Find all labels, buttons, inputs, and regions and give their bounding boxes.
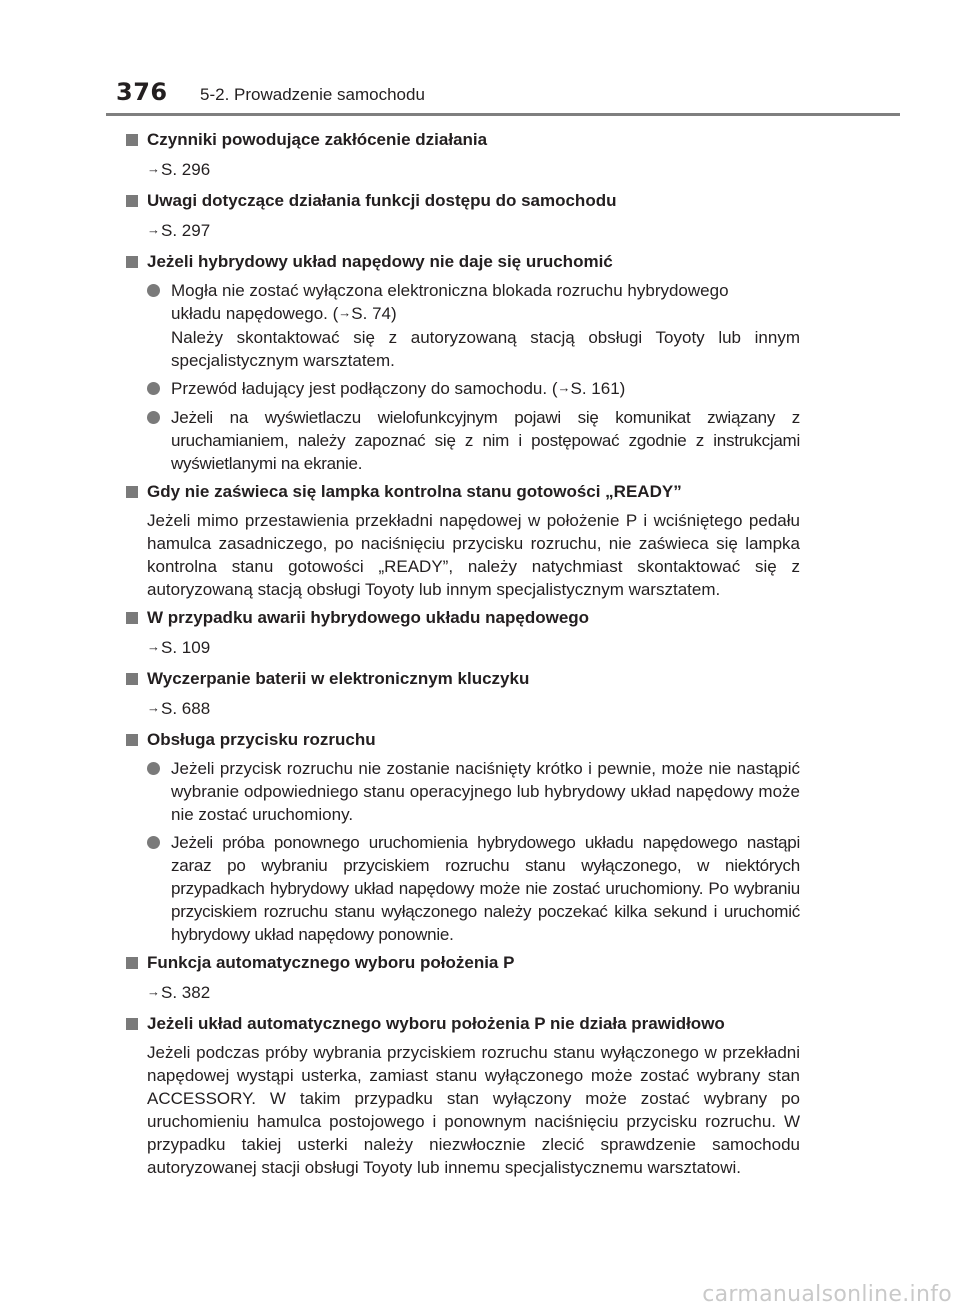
page-reference[interactable] — [147, 219, 800, 244]
right-arrow-icon: → — [338, 305, 352, 320]
gray-square-icon — [126, 486, 138, 498]
gray-square-icon — [126, 195, 138, 207]
page-reference[interactable] — [147, 158, 800, 183]
bullet-text-part: ) — [619, 379, 626, 398]
right-arrow-icon: → — [147, 222, 160, 237]
page-header — [0, 0, 960, 116]
bullet-item — [147, 757, 800, 826]
inline-reference[interactable]: S. 74 — [351, 304, 391, 323]
right-arrow-icon: → — [147, 984, 160, 999]
bullet-item — [147, 406, 800, 475]
right-arrow-icon: → — [147, 639, 160, 654]
gray-circle-icon — [147, 284, 160, 297]
gray-square-icon — [126, 256, 138, 268]
section-heading — [126, 480, 800, 504]
paragraph: Jeżeli mimo przestawienia przekładni napędowej w położenie P i wciśniętego pedału hamulca zasadniczego, po naciśnięciu przycisku rozruchu, nie zaświeca się lampka kontrolna stanu gotowości „READY”, należy natychmiast skontaktować się z autoryzowaną stacją obsługi Toyoty lub innym specjalistycznym warsztatem. — [147, 511, 800, 599]
bullet-text-part: układu napędowego. ( — [171, 304, 339, 323]
bullet-text: Mogła nie zostać wyłączona elektroniczna blokada rozruchu hybrydowego — [171, 281, 729, 300]
page-reference[interactable] — [147, 981, 800, 1006]
page-reference[interactable] — [147, 697, 800, 722]
gray-circle-icon — [147, 762, 160, 775]
heading-text: Wyczerpanie baterii w elektronicznym kluczyku — [147, 669, 530, 688]
gray-square-icon — [126, 734, 138, 746]
section-heading — [126, 189, 800, 213]
page-reference[interactable] — [147, 636, 800, 661]
heading-text: Funkcja automatycznego wyboru położenia P — [147, 953, 515, 972]
page-content — [126, 124, 800, 1184]
section-heading — [126, 1012, 800, 1036]
gray-square-icon — [126, 957, 138, 969]
section-heading — [126, 128, 800, 152]
bullet-text: Należy skontaktować się z autoryzowaną stacją obsługi Toyoty lub innym specjalistycznym warsztatem. — [171, 328, 800, 370]
section-heading — [126, 606, 800, 630]
bullet-text-part: ) — [391, 304, 397, 323]
reference-text: S. 109 — [161, 638, 211, 657]
heading-text: Jeżeli hybrydowy układ napędowy nie daje się uruchomić — [147, 252, 613, 271]
section-heading — [126, 667, 800, 691]
section-heading — [126, 250, 800, 274]
heading-text: Obsługa przycisku rozruchu — [147, 730, 376, 749]
heading-text: Czynniki powodujące zakłócenie działania — [147, 130, 488, 149]
right-arrow-icon: → — [557, 380, 571, 395]
inline-reference[interactable]: S. 161 — [570, 379, 620, 398]
gray-circle-icon — [147, 382, 160, 395]
section-heading — [126, 951, 800, 975]
paragraph: Jeżeli podczas próby wybrania przyciskiem rozruchu stanu wyłączonego w przekładni napędowej wystąpi usterka, zamiast stanu wyłączonego może zostać wybrany stan ACCESSORY. W takim przypadku stan wyłączony może zostać wybrany po uruchomieniu hamulca postojowego i ponownym naciśnięciu przycisku rozruchu. W przypadku takiej usterki należy niezwłocznie zlecić sprawdzenie samochodu autoryzowanej stacji obsługi Toyoty lub innemu specjalistycznemu warsztatowi. — [147, 1043, 800, 1177]
section-title: 5-2. Prowadzenie samochodu — [200, 85, 425, 104]
gray-square-icon — [126, 612, 138, 624]
gray-circle-icon — [147, 411, 160, 424]
reference-text: S. 382 — [161, 983, 211, 1002]
reference-text: S. 296 — [161, 160, 211, 179]
bullet-text: Jeżeli próba ponownego uruchomienia hybrydowego układu napędowego nastąpi zaraz po wybraniu przyciskiem rozruchu stanu wyłączonego, w niektórych przypadkach hybrydowy układ napędowy może nie zostać uruchomiony. Po wybraniu przyciskiem rozruchu stanu wyłączonego należy poczekać kilka sekund i uruchomić hybrydowy układ napędowy ponownie. — [171, 833, 800, 944]
section-heading — [126, 728, 800, 752]
header-divider — [106, 113, 900, 116]
reference-text: S. 688 — [161, 699, 211, 718]
page-number: 376 — [116, 78, 168, 106]
heading-text: W przypadku awarii hybrydowego układu napędowego — [147, 608, 590, 627]
heading-text: Gdy nie zaświeca się lampka kontrolna stanu gotowości „READY” — [147, 482, 682, 501]
bullet-text — [171, 302, 800, 326]
gray-square-icon — [126, 1018, 138, 1030]
bullet-text: Jeżeli na wyświetlaczu wielofunkcyjnym pojawi się komunikat związany z uruchamianiem, należy zapoznać się z nim i postępować zgodnie z instrukcjami wyświetlanymi na ekranie. — [171, 408, 800, 473]
bullet-item — [147, 377, 800, 401]
gray-circle-icon — [147, 836, 160, 849]
heading-text: Jeżeli układ automatycznego wyboru położenia P nie działa prawidłowo — [147, 1014, 725, 1033]
right-arrow-icon: → — [147, 161, 160, 176]
right-arrow-icon: → — [147, 700, 160, 715]
bullet-text: Jeżeli przycisk rozruchu nie zostanie naciśnięty krótko i pewnie, może nie nastąpić wybranie odpowiedniego stanu operacyjnego lub hybrydowy układ napędowy może nie zostać uruchomiony. — [171, 759, 800, 824]
gray-square-icon — [126, 134, 138, 146]
bullet-item — [147, 831, 800, 946]
bullet-text-part: Przewód ładujący jest podłączony do samochodu. ( — [171, 379, 558, 398]
reference-text: S. 297 — [161, 221, 211, 240]
heading-text: Uwagi dotyczące działania funkcji dostępu do samochodu — [147, 191, 617, 210]
bullet-item — [147, 279, 800, 372]
site-watermark: carmanualsonline.info — [702, 1282, 952, 1307]
gray-square-icon — [126, 673, 138, 685]
